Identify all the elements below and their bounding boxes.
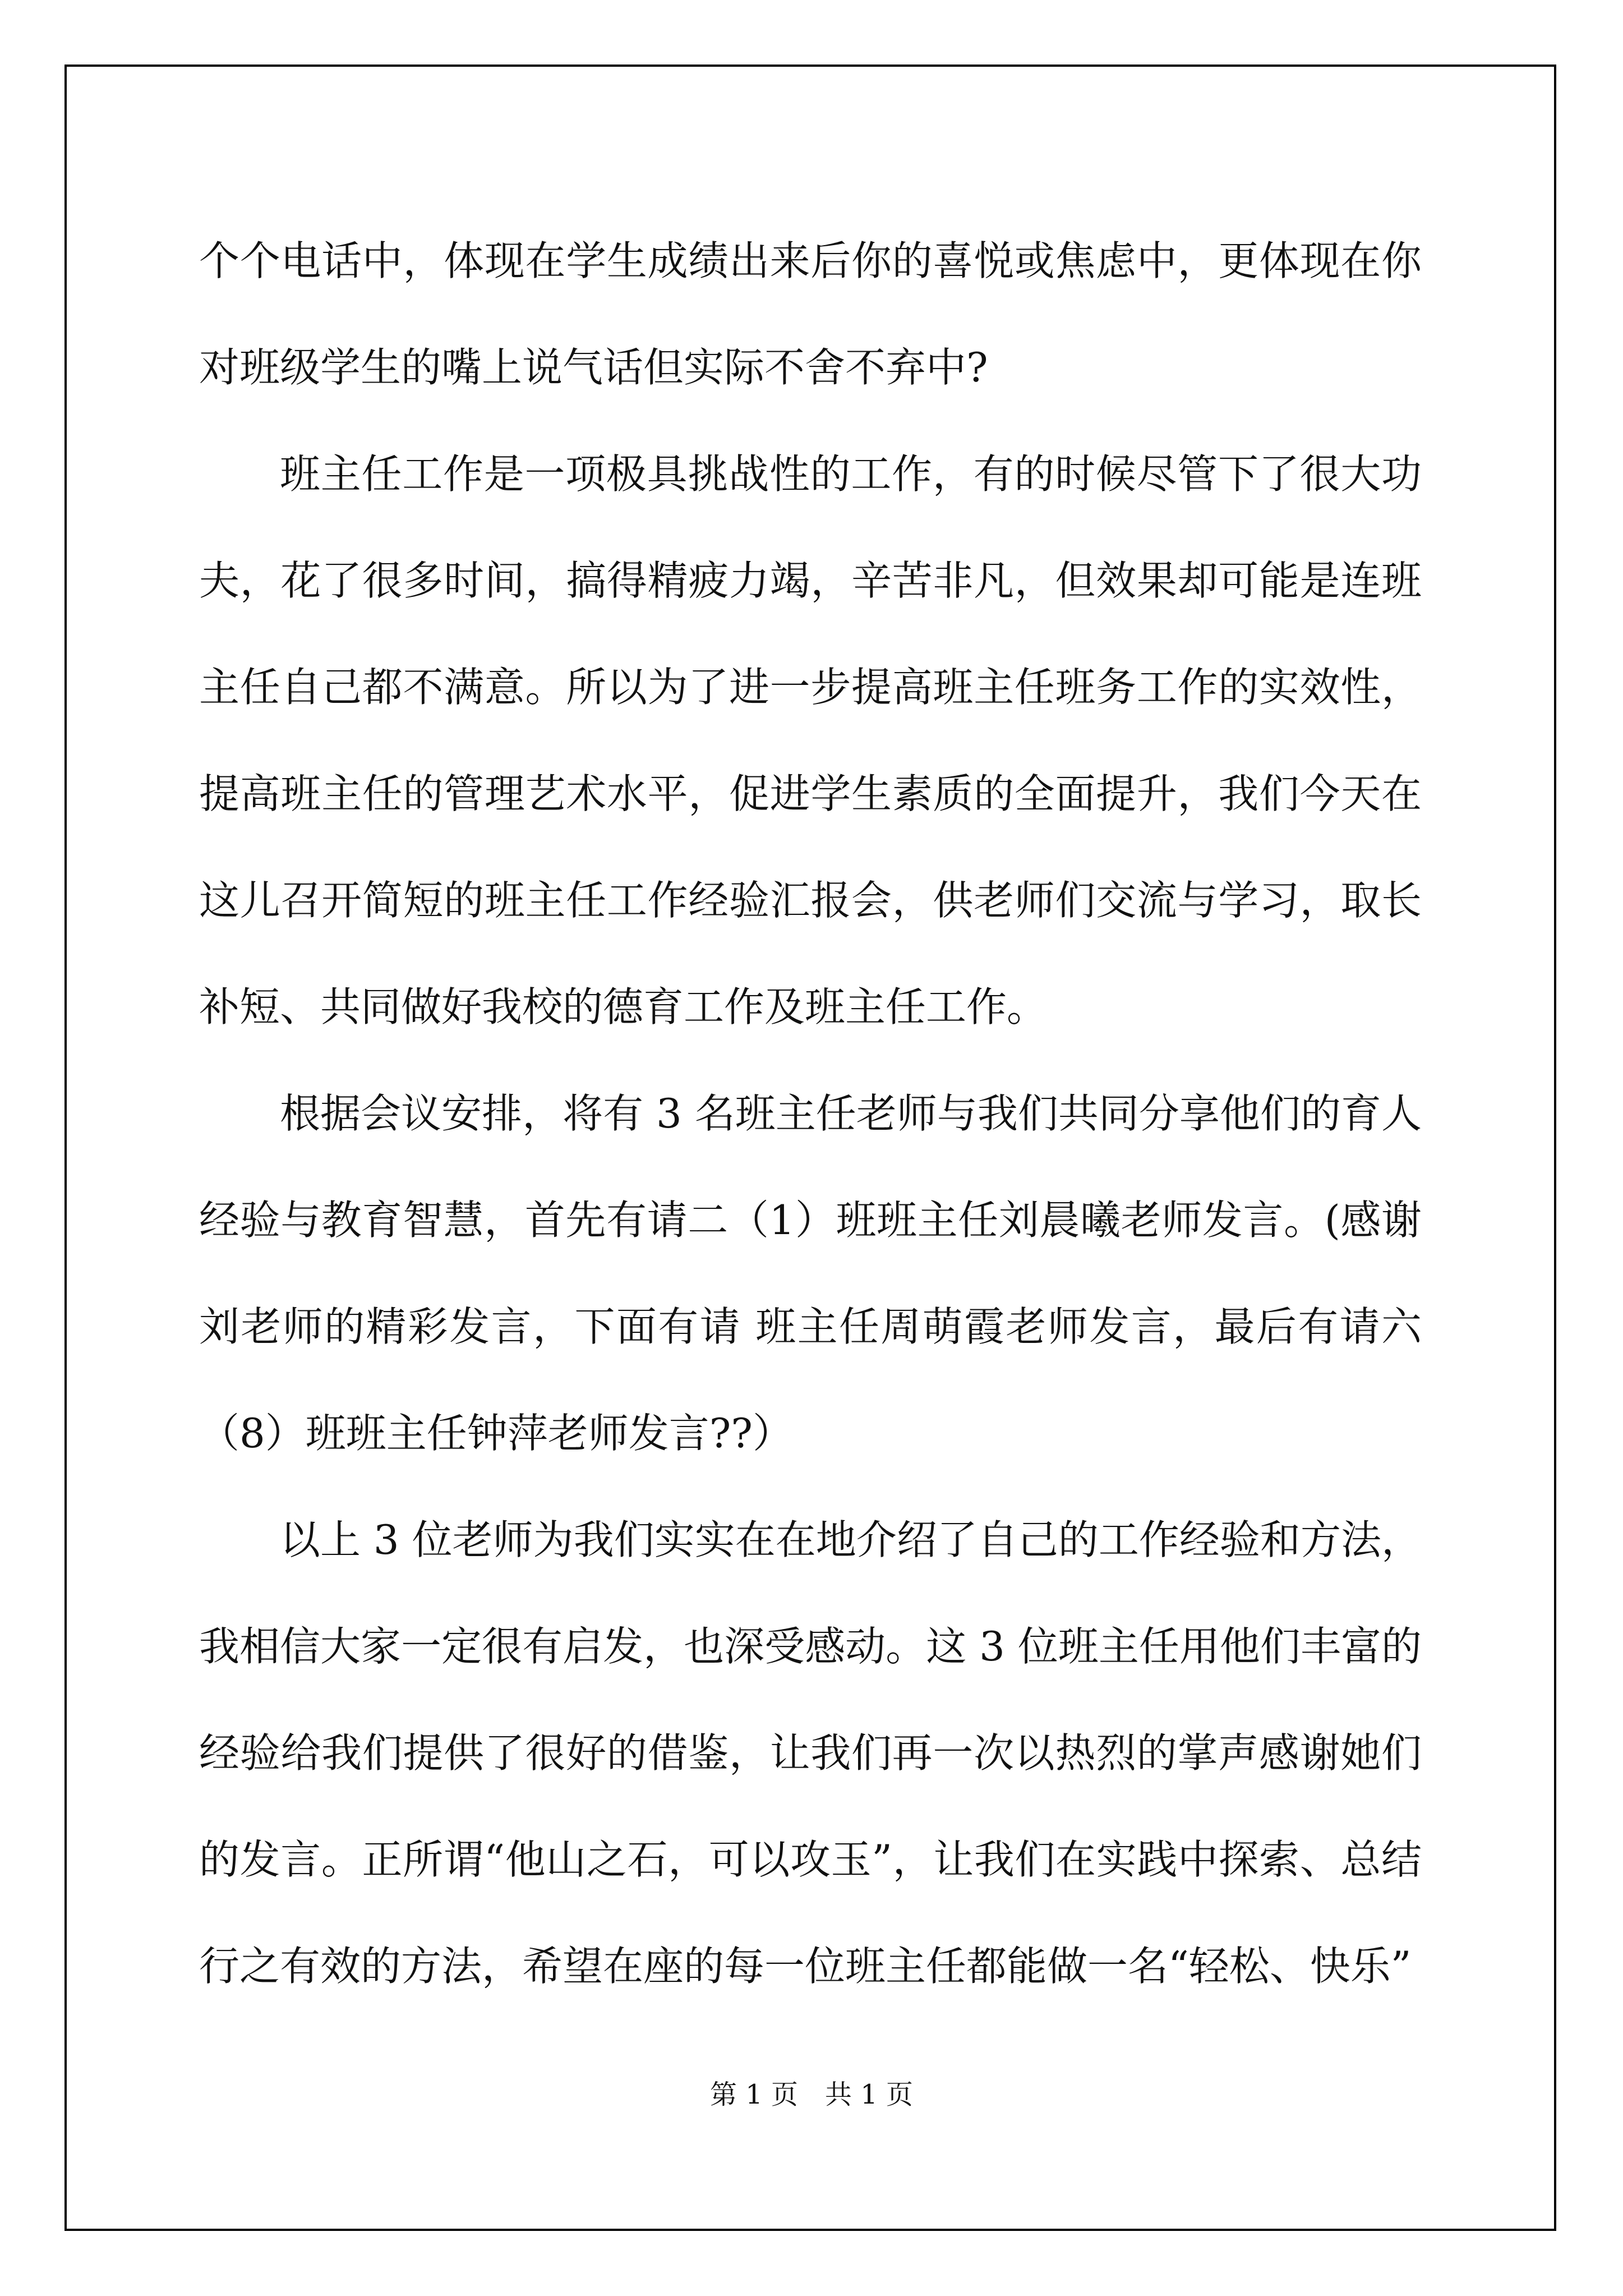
paragraph-3: 根据会议安排，将有 3 名班主任老师与我们共同分享他们的育人经验与教育智慧，首先有请二（1）班班主任刘晨曦老师发言。(感谢刘老师的精彩发言，下面有请 班主任周萌霞老师发言，最后有请六（8）班班主任钟萍老师发言??）: [199, 1090, 1422, 1457]
document-body: [199, 208, 1422, 2019]
paragraph-4: 以上 3 位老师为我们实实在在地介绍了自己的工作经验和方法，我相信大家一定很有启发，也深受感动。这 3 位班主任用他们丰富的经验给我们提供了很好的借鉴，让我们再一次以热烈的掌声感谢她们的发言。正所谓“他山之石，可以攻玉”，让我们在实践中探索、总结行之有效的方法，希望在座的每一位班主任都能做一名“轻松、快乐”: [199, 1516, 1422, 1990]
page-footer: 第 1 页 共 1 页: [709, 2079, 914, 2110]
paragraph-2: 班主任工作是一项极具挑战性的工作，有的时候尽管下了很大功夫，花了很多时间，搞得精疲力竭，辛苦非凡，但效果却可能是连班主任自己都不满意。所以为了进一步提高班主任班务工作的实效性，提高班主任的管理艺术水平，促进学生素质的全面提升，我们今天在这儿召开简短的班主任工作经验汇报会，供老师们交流与学习，取长补短、共同做好我校的德育工作及班主任工作。: [199, 450, 1422, 1030]
paragraph-1: 个个电话中，体现在学生成绩出来后你的喜悦或焦虑中，更体现在你对班级学生的嘴上说气话但实际不舍不弃中?: [199, 237, 1422, 391]
